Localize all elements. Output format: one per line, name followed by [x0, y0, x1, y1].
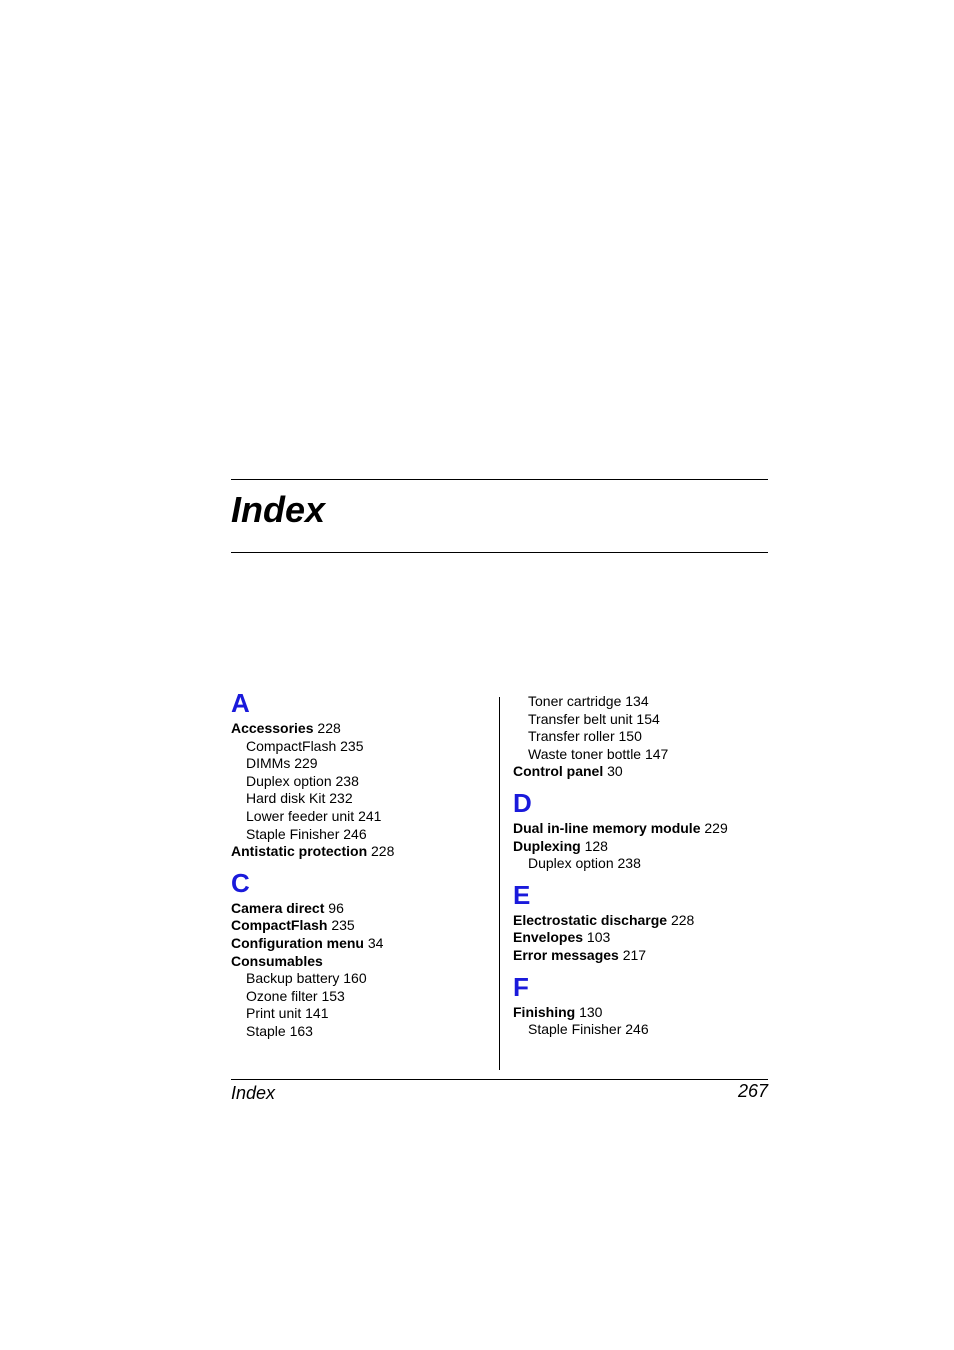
index-subentry: Staple 163	[246, 1022, 313, 1039]
index-entry	[513, 912, 773, 930]
index-term: Configuration menu	[231, 934, 364, 951]
section-letter: D	[513, 787, 532, 818]
index-entry	[513, 1004, 773, 1022]
index-term: Antistatic protection	[231, 843, 368, 860]
index-entry	[513, 820, 773, 838]
index-page-ref: 229	[704, 819, 728, 836]
index-subentry: Waste toner bottle 147	[528, 745, 669, 762]
index-column-left	[231, 690, 491, 1041]
index-subentry: Toner cartridge 134	[528, 693, 649, 709]
index-subentry: Duplex option 238	[528, 855, 641, 872]
index-section	[231, 867, 491, 1041]
index-page-ref: 30	[607, 763, 623, 780]
index-entry	[513, 929, 773, 947]
section-letter: C	[231, 867, 250, 898]
index-page-ref: 128	[584, 837, 608, 854]
index-term: Accessories	[231, 720, 314, 736]
index-term: CompactFlash	[231, 917, 328, 934]
index-column-right	[513, 693, 773, 1039]
index-page-ref: 228	[317, 720, 341, 736]
section-letter: E	[513, 879, 531, 910]
index-term: Consumables	[231, 952, 323, 969]
section-letter: A	[231, 688, 250, 718]
index-term: Electrostatic discharge	[513, 911, 668, 928]
index-page-ref: 228	[371, 843, 395, 860]
index-term: Envelopes	[513, 929, 584, 946]
index-subentry: Ozone filter 153	[246, 987, 345, 1004]
index-page-ref: 235	[331, 917, 355, 934]
column-divider	[499, 697, 500, 1070]
index-entry	[231, 843, 491, 861]
index-term: Duplexing	[513, 837, 581, 854]
index-page-ref: 217	[622, 946, 647, 963]
index-entry	[513, 763, 773, 781]
index-entry	[513, 838, 773, 856]
section-letter: F	[513, 971, 529, 1002]
index-subentry: Transfer belt unit 154	[528, 710, 660, 727]
index-subentry: Transfer roller 150	[528, 728, 642, 745]
footer-label: Index	[231, 1083, 276, 1103]
index-entry	[231, 917, 491, 935]
index-subentry: Staple Finisher 246	[528, 1021, 649, 1038]
index-term: Control panel	[513, 763, 604, 780]
index-section	[513, 879, 773, 965]
index-term: Camera direct	[231, 899, 325, 916]
index-subentry: Duplex option 238	[246, 772, 359, 789]
page-title: Index	[231, 489, 326, 530]
index-page-ref: 130	[579, 1003, 603, 1020]
index-entry	[231, 720, 491, 738]
index-subentry: CompactFlash 235	[246, 737, 364, 754]
index-subentry: Print unit 141	[246, 1005, 329, 1022]
title-rule-top	[231, 479, 768, 480]
index-subentry: Hard disk Kit 232	[246, 790, 353, 807]
page-number: 267	[737, 1081, 768, 1101]
footer-rule	[231, 1079, 768, 1080]
index-entry	[231, 900, 491, 918]
index-entry	[513, 947, 773, 965]
index-subentry: Staple Finisher 246	[246, 825, 367, 842]
index-subentry: Backup battery 160	[246, 970, 367, 987]
index-page-ref: 228	[670, 911, 695, 928]
index-term: Error messages	[513, 946, 619, 963]
index-entry	[231, 935, 491, 953]
index-subentry: Lower feeder unit 241	[246, 807, 382, 824]
index-section	[513, 971, 773, 1039]
title-rule-bottom	[231, 552, 768, 553]
index-section	[231, 690, 491, 861]
index-section	[513, 787, 773, 873]
index-page-ref: 34	[367, 934, 384, 951]
index-term: Dual in-line memory module	[513, 819, 701, 836]
index-page-ref: 103	[586, 929, 611, 946]
index-page-ref: 96	[328, 899, 344, 916]
index-term: Finishing	[513, 1003, 576, 1020]
index-entry	[231, 953, 491, 971]
index-subentry: DIMMs 229	[246, 755, 318, 772]
